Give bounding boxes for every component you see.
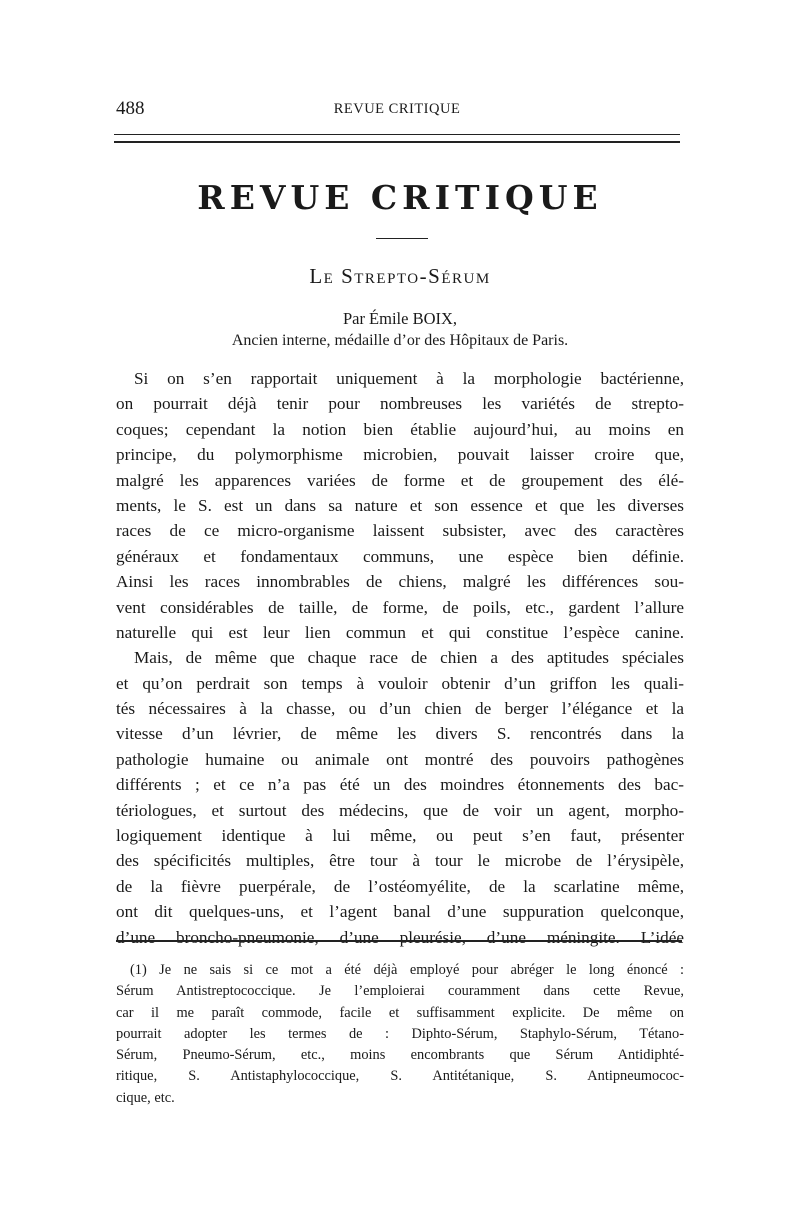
body-line: pathologie humaine ou animale ont montré des pouvoirs pathogènes [116,749,684,769]
body-line: coques; cependant la notion bien établie aujourd’hui, au moins en [116,419,684,439]
footnote-rule [116,940,682,942]
footnote-line: Sérum, Pneumo-Sérum, etc., moins encombrants que Sérum Antidiphté- [116,1047,684,1064]
body-line: vitesse d’un lévrier, de même les divers S. rencontrés dans la [116,724,684,744]
body-line: des spécificités multiples, être tour à tour le microbe de l’érysipèle, [116,851,684,871]
body-line: Mais, de même que chaque race de chien a des aptitudes spéciales [134,648,684,668]
header-rule-thick [114,141,680,143]
body-line: logiquement identique à lui même, ou peut s’en faut, présenter [116,826,684,846]
body-text [116,366,684,950]
running-head [116,98,678,122]
body-line: Si on s’en rapportait uniquement à la morphologie bactérienne, [134,369,684,388]
body-line: ont dit quelques-uns, et l’agent banal d’une suppuration quelconque, [116,902,684,922]
body-line: tés nécessaires à la chasse, ou d’un chien de berger l’élégance et la [116,699,684,719]
body-line: Ainsi les races innombrables de chiens, malgré les différences sou- [116,572,684,592]
author-byline: Par Émile BOIX, [342,309,458,328]
body-line: différents ; et ce n’a pas été un des moindres étonnements des bac- [116,775,684,795]
footnote-line: Sérum Antistreptococcique. Je l’emploierai couramment dans cette Revue, [116,983,684,1000]
article-title: Le Strepto-Sérum [309,264,491,288]
body-line: races de ce micro-organisme laissent subsister, avec des caractères [116,521,684,541]
section-title: REVUE CRITIQUE [197,178,603,217]
body-line: tériologues, et surtout des médecins, que de voir un agent, morpho- [116,800,684,820]
running-title: REVUE CRITIQUE [333,101,461,117]
title-rule [376,238,428,239]
body-line: et qu’on perdrait son temps à vouloir obtenir d’un griffon les quali- [116,673,684,693]
body-line: vent considérables de taille, de forme, de poils, etc., gardent l’allure [116,597,684,617]
footnote-line: cique, etc. [116,1089,175,1106]
author-affiliation: Ancien interne, médaille d’or des Hôpitaux de Paris. [231,332,569,349]
page-number: 488 [116,98,145,119]
body-line: malgré les apparences variées de forme et de groupement des élé- [116,470,684,490]
body-line: d’une broncho-pneumonie, d’une pleurésie, d’une méningite. L’idée [116,927,684,947]
footnote [116,960,684,1109]
body-line: généraux et fondamentaux communs, une espèce bien définie. [116,546,684,566]
footnote-line: pourrait adopter les termes de : Diphto-Sérum, Staphylo-Sérum, Tétano- [116,1025,684,1042]
footnote-line: car il me paraît commode, facile et suffisamment explicite. De même on [116,1004,684,1021]
body-line: principe, du polymorphisme microbien, pouvait laisser croire que, [116,445,684,465]
body-line: naturelle qui est leur lien commun et qui constitue l’espèce canine. [116,622,684,642]
header-rule-thin [114,134,680,135]
footnote-line: ritique, S. Antistaphylococcique, S. Antitétanique, S. Antipneumococ- [116,1068,684,1085]
footnote-line: (1) Je ne sais si ce mot a été déjà employé pour abréger le long énoncé : [130,962,684,978]
body-line: on pourrait déjà tenir pour nombreuses les variétés de strepto- [116,394,684,414]
body-line: ments, le S. est un dans sa nature et son essence et que les diverses [116,495,684,515]
body-line: de la fièvre puerpérale, de l’ostéomyélite, de la scarlatine même, [116,876,684,896]
